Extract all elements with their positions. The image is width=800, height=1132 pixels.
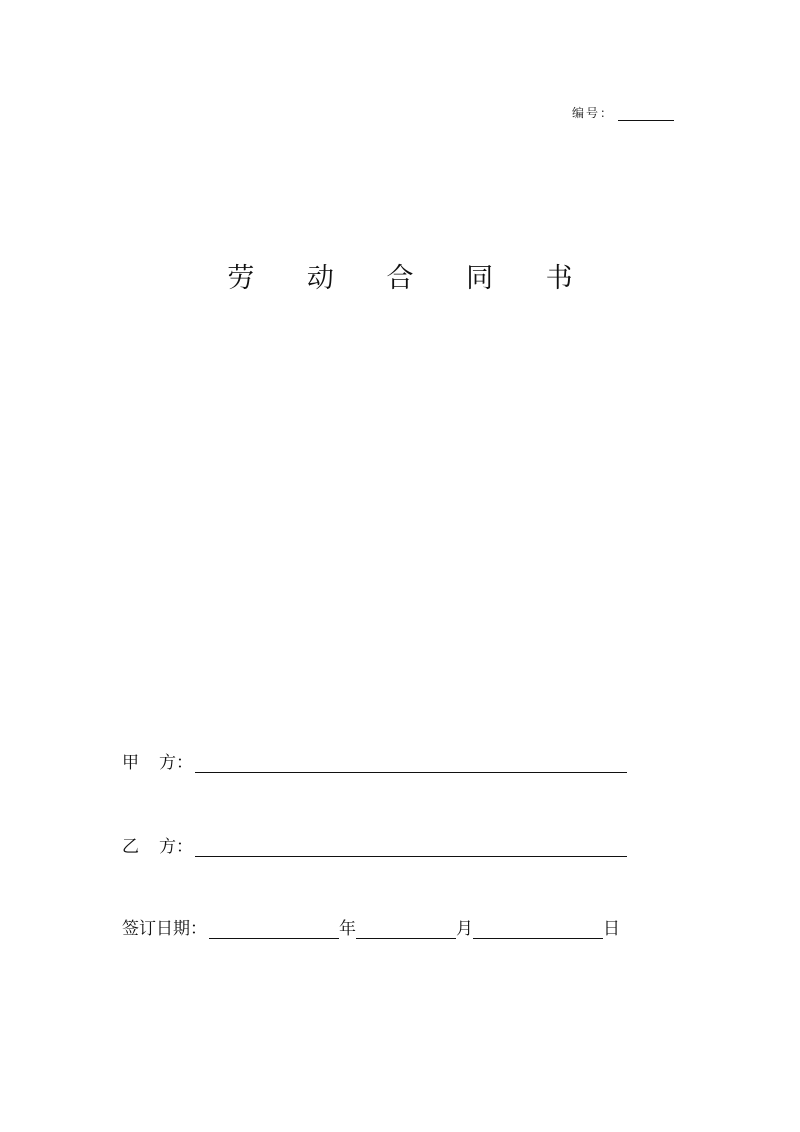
day-label: 日 xyxy=(603,919,620,939)
sign-date-row xyxy=(122,914,620,939)
day-blank-line xyxy=(473,920,603,939)
party-a-label-char1: 甲 xyxy=(122,753,139,773)
month-label: 月 xyxy=(456,919,473,939)
party-a-label-char2: 方： xyxy=(159,753,193,773)
serial-number-blank xyxy=(618,106,674,121)
party-a-label xyxy=(122,748,193,773)
party-b-label-char2: 方： xyxy=(159,837,193,857)
party-a-row xyxy=(122,748,627,773)
party-b-label-char1: 乙 xyxy=(122,837,139,857)
month-blank-line xyxy=(356,920,456,939)
party-b-blank-line xyxy=(195,838,627,857)
party-b-row xyxy=(122,832,627,857)
serial-number-row xyxy=(572,104,674,121)
party-b-label xyxy=(122,832,193,857)
serial-number-label: 编号： xyxy=(572,106,615,120)
year-label: 年 xyxy=(339,919,356,939)
document-title: 劳 动 合 同 书 xyxy=(227,263,595,294)
party-a-blank-line xyxy=(195,754,627,773)
sign-date-label: 签订日期： xyxy=(122,919,207,939)
year-blank-line xyxy=(209,920,339,939)
